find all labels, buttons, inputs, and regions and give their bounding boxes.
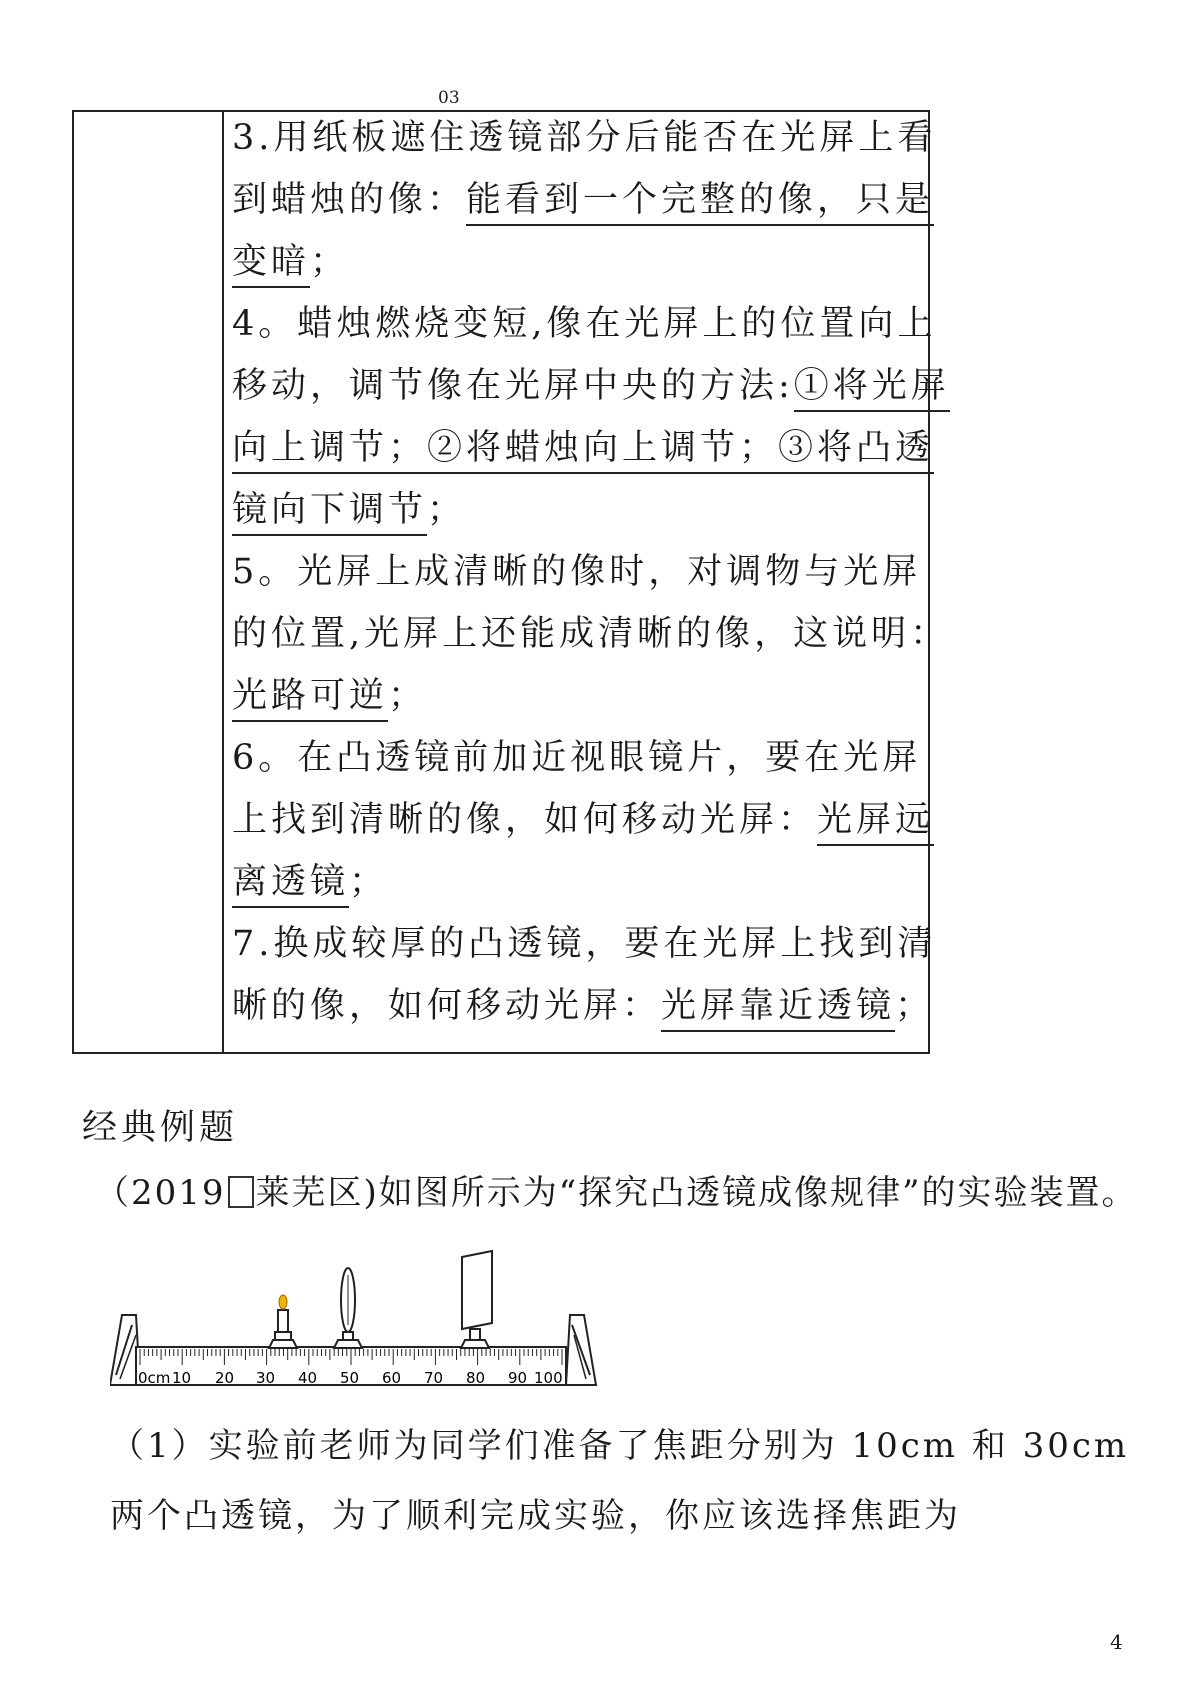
table-divider bbox=[222, 110, 224, 1054]
answer-6-part-2: 离透镜 bbox=[232, 862, 349, 908]
item-5-line-1: 5。光屏上成清晰的像时，对调物与光屏 bbox=[232, 552, 922, 592]
answer-table bbox=[72, 110, 950, 1054]
answer-4-part-2: 向上调节；②将蜡烛向上调节；③将凸透 bbox=[232, 428, 934, 474]
item-4-line-4: 镜向下调节； bbox=[232, 482, 466, 532]
optical-bench-diagram bbox=[110, 1245, 650, 1399]
ruler-label-80: 80 bbox=[466, 1369, 486, 1387]
missing-glyph-box bbox=[228, 1176, 254, 1208]
ruler-label-10: 10 bbox=[172, 1369, 192, 1387]
item-7-line-1: 7.换成较厚的凸透镜，要在光屏上找到清 bbox=[232, 924, 937, 964]
answer-4-part-1: ①将光屏 bbox=[794, 366, 950, 412]
ruler-label-50: 50 bbox=[340, 1369, 360, 1387]
item-4-line-1: 4。蜡烛燃烧变短,像在光屏上的位置向上 bbox=[232, 304, 937, 344]
item-3-line-1: 3.用纸板遮住透镜部分后能否在光屏上看 bbox=[232, 118, 937, 158]
item-5-line-3: 光路可逆； bbox=[232, 668, 427, 718]
ruler-label-100: 100 bbox=[534, 1369, 563, 1387]
ruler-label-40: 40 bbox=[298, 1369, 318, 1387]
answer-7: 光屏靠近透镜 bbox=[661, 986, 895, 1032]
candle bbox=[269, 1295, 297, 1348]
answer-4-part-3: 镜向下调节 bbox=[232, 490, 427, 536]
table-border-bottom bbox=[72, 1052, 930, 1054]
ruler-label-60: 60 bbox=[382, 1369, 402, 1387]
ruler-label-20: 20 bbox=[215, 1369, 235, 1387]
answer-3-part-1: 能看到一个完整的像，只是 bbox=[466, 180, 934, 226]
ruler-label-90: 90 bbox=[508, 1369, 528, 1387]
ruler-label-0: 0cm bbox=[138, 1369, 171, 1387]
item-5-line-2: 的位置,光屏上还能成清晰的像，这说明： bbox=[232, 614, 950, 654]
ruler-label-70: 70 bbox=[424, 1369, 444, 1387]
item-6-line-3: 离透镜； bbox=[232, 854, 388, 904]
answer-6-part-1: 光屏远 bbox=[817, 800, 934, 846]
sub-question-1-line-2: 两个凸透镜，为了顺利完成实验，你应该选择焦距为 bbox=[110, 1496, 961, 1536]
item-3-line-2: 到蜡烛的像：能看到一个完整的像，只是 bbox=[232, 172, 934, 222]
item-4-line-2: 移动，调节像在光屏中央的方法:①将光屏 bbox=[232, 358, 950, 408]
item-4-line-3 bbox=[232, 420, 934, 470]
header-number: 03 bbox=[438, 88, 460, 108]
item-3-line-3: 变暗； bbox=[232, 234, 349, 284]
question-stem: （2019 莱芜区)如图所示为“探究凸透镜成像规律”的实验装置。 bbox=[95, 1173, 1138, 1213]
item-7-line-2: 晰的像，如何移动光屏：光屏靠近透镜； bbox=[232, 978, 934, 1028]
item-6-line-2: 上找到清晰的像，如何移动光屏：光屏远 bbox=[232, 792, 934, 842]
optical-bench-svg bbox=[110, 1245, 650, 1395]
convex-lens bbox=[334, 1268, 362, 1348]
section-title: 经典例题 bbox=[82, 1108, 239, 1148]
sub-question-1-line-1: （1）实验前老师为同学们准备了焦距分别为 10cm 和 30cm bbox=[110, 1426, 1130, 1466]
ruler-label-30: 30 bbox=[256, 1369, 276, 1387]
page-number: 4 bbox=[1110, 1630, 1123, 1654]
table-border-right bbox=[928, 110, 930, 1054]
table-border-left bbox=[72, 110, 74, 1054]
answer-3-part-2: 变暗 bbox=[232, 242, 310, 288]
item-6-line-1: 6。在凸透镜前加近视眼镜片，要在光屏 bbox=[232, 738, 922, 778]
answer-5: 光路可逆 bbox=[232, 676, 388, 722]
light-screen bbox=[461, 1251, 492, 1348]
